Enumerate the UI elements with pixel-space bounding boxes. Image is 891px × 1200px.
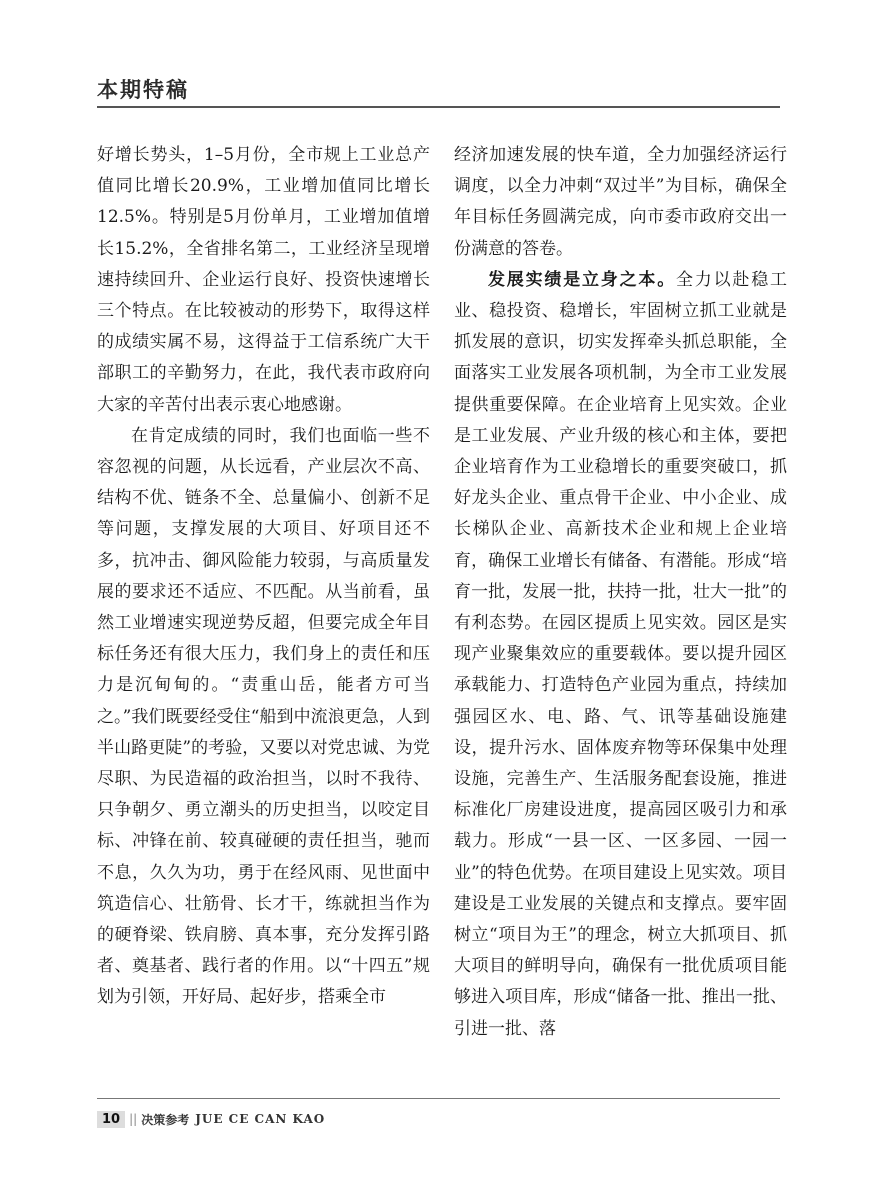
section-title: 本期特稿 <box>97 78 189 102</box>
page-number: 10 <box>97 1111 125 1128</box>
magazine-name-en: JUE CE CAN KAO <box>195 1112 326 1126</box>
right-paragraph-2 <box>454 265 787 1045</box>
footer-divider <box>97 1098 780 1099</box>
left-paragraph-2: 在肯定成绩的同时，我们也面临一些不容忽视的问题，从长远看，产业层次不高、结构不优、链条不全、总量偏小、创新不足等问题，支撑发展的大项目、好项目还不多，抗冲击、御风险能力较弱，与高质量发展的要求还不适应、不匹配。从当前看，虽然工业增速实现逆势反超，但要完成全年目标任务还有很大压力，我们身上的责任和压力是沉甸甸的。“责重山岳，能者方可当之。”我们既要经受住“船到中流浪更急，人到半山路更陡”的考验，又要以对党忠诚、为党尽职、为民造福的政治担当，以时不我待、只争朝夕、勇立潮头的历史担当，以咬定目标、冲锋在前、较真碰硬的责任担当，驰而不息，久久为功，勇于在经风雨、见世面中筑造信心、壮筋骨、长才干，练就担当作为的硬脊梁、铁肩膀、真本事，充分发挥引路者、奠基者、践行者的作用。以“十四五”规划为引领，开好局、起好步，搭乘全市 <box>97 425 430 1008</box>
footer-separator: || <box>129 1112 138 1126</box>
paragraph-lead-heading: 发展实绩是立身之本。 <box>488 269 676 290</box>
magazine-name-cn: 决策参考 <box>141 1112 190 1127</box>
right-paragraph-2-body: 全力以赴稳工业、稳投资、稳增长，牢固树立抓工业就是抓发展的意识，切实发挥牵头抓总职能，全面落实工业发展各项机制，为全市工业发展提供重要保障。在企业培育上见实效。企业是工业发展、产业升级的核心和主体，要把企业培育作为工业稳增长的重要突破口，抓好龙头企业、重点骨干企业、中小企业、成长梯队企业、高新技术企业和规上企业培育，确保工业增长有储备、有潜能。形成“培育一批，发展一批，扶持一批，壮大一批”的有利态势。在园区提质上见实效。园区是实现产业聚集效应的重要载体。要以提升园区承载能力、打造特色产业园为重点，持续加强园区水、电、路、气、讯等基础设施建设，提升污水、固体废弃物等环保集中处理设施，完善生产、生活服务配套设施，推进标准化厂房建设进度，提高园区吸引力和承载力。形成“一县一区、一区多园、一园一业”的特色优势。在项目建设上见实效。项目建设是工业发展的关键点和支撑点。要牢固树立“项目为王”的理念，树立大抓项目、抓大项目的鲜明导向，确保有一批优质项目能够进入项目库，形成“储备一批、推出一批、引进一批、落 <box>454 269 787 1039</box>
right-column <box>454 140 787 1045</box>
section-header <box>97 72 780 108</box>
left-column <box>97 140 430 1014</box>
left-paragraph-1: 好增长势头，1–5月份，全市规上工业总产值同比增长20.9%，工业增加值同比增长12.5%。特别是5月份单月，工业增加值增长15.2%，全省排名第二，工业经济呈现增速持续回升、企业运行良好、投资快速增长三个特点。在比较被动的形势下，取得这样的成绩实属不易，这得益于工信系统广大干部职工的辛勤努力，在此，我代表市政府向大家的辛苦付出表示衷心地感谢。 <box>97 145 430 415</box>
page-footer <box>97 1108 325 1130</box>
right-paragraph-1: 经济加速发展的快车道，全力加强经济运行调度，以全力冲刺“双过半”为目标，确保全年目标任务圆满完成，向市委市政府交出一份满意的答卷。 <box>454 145 787 259</box>
